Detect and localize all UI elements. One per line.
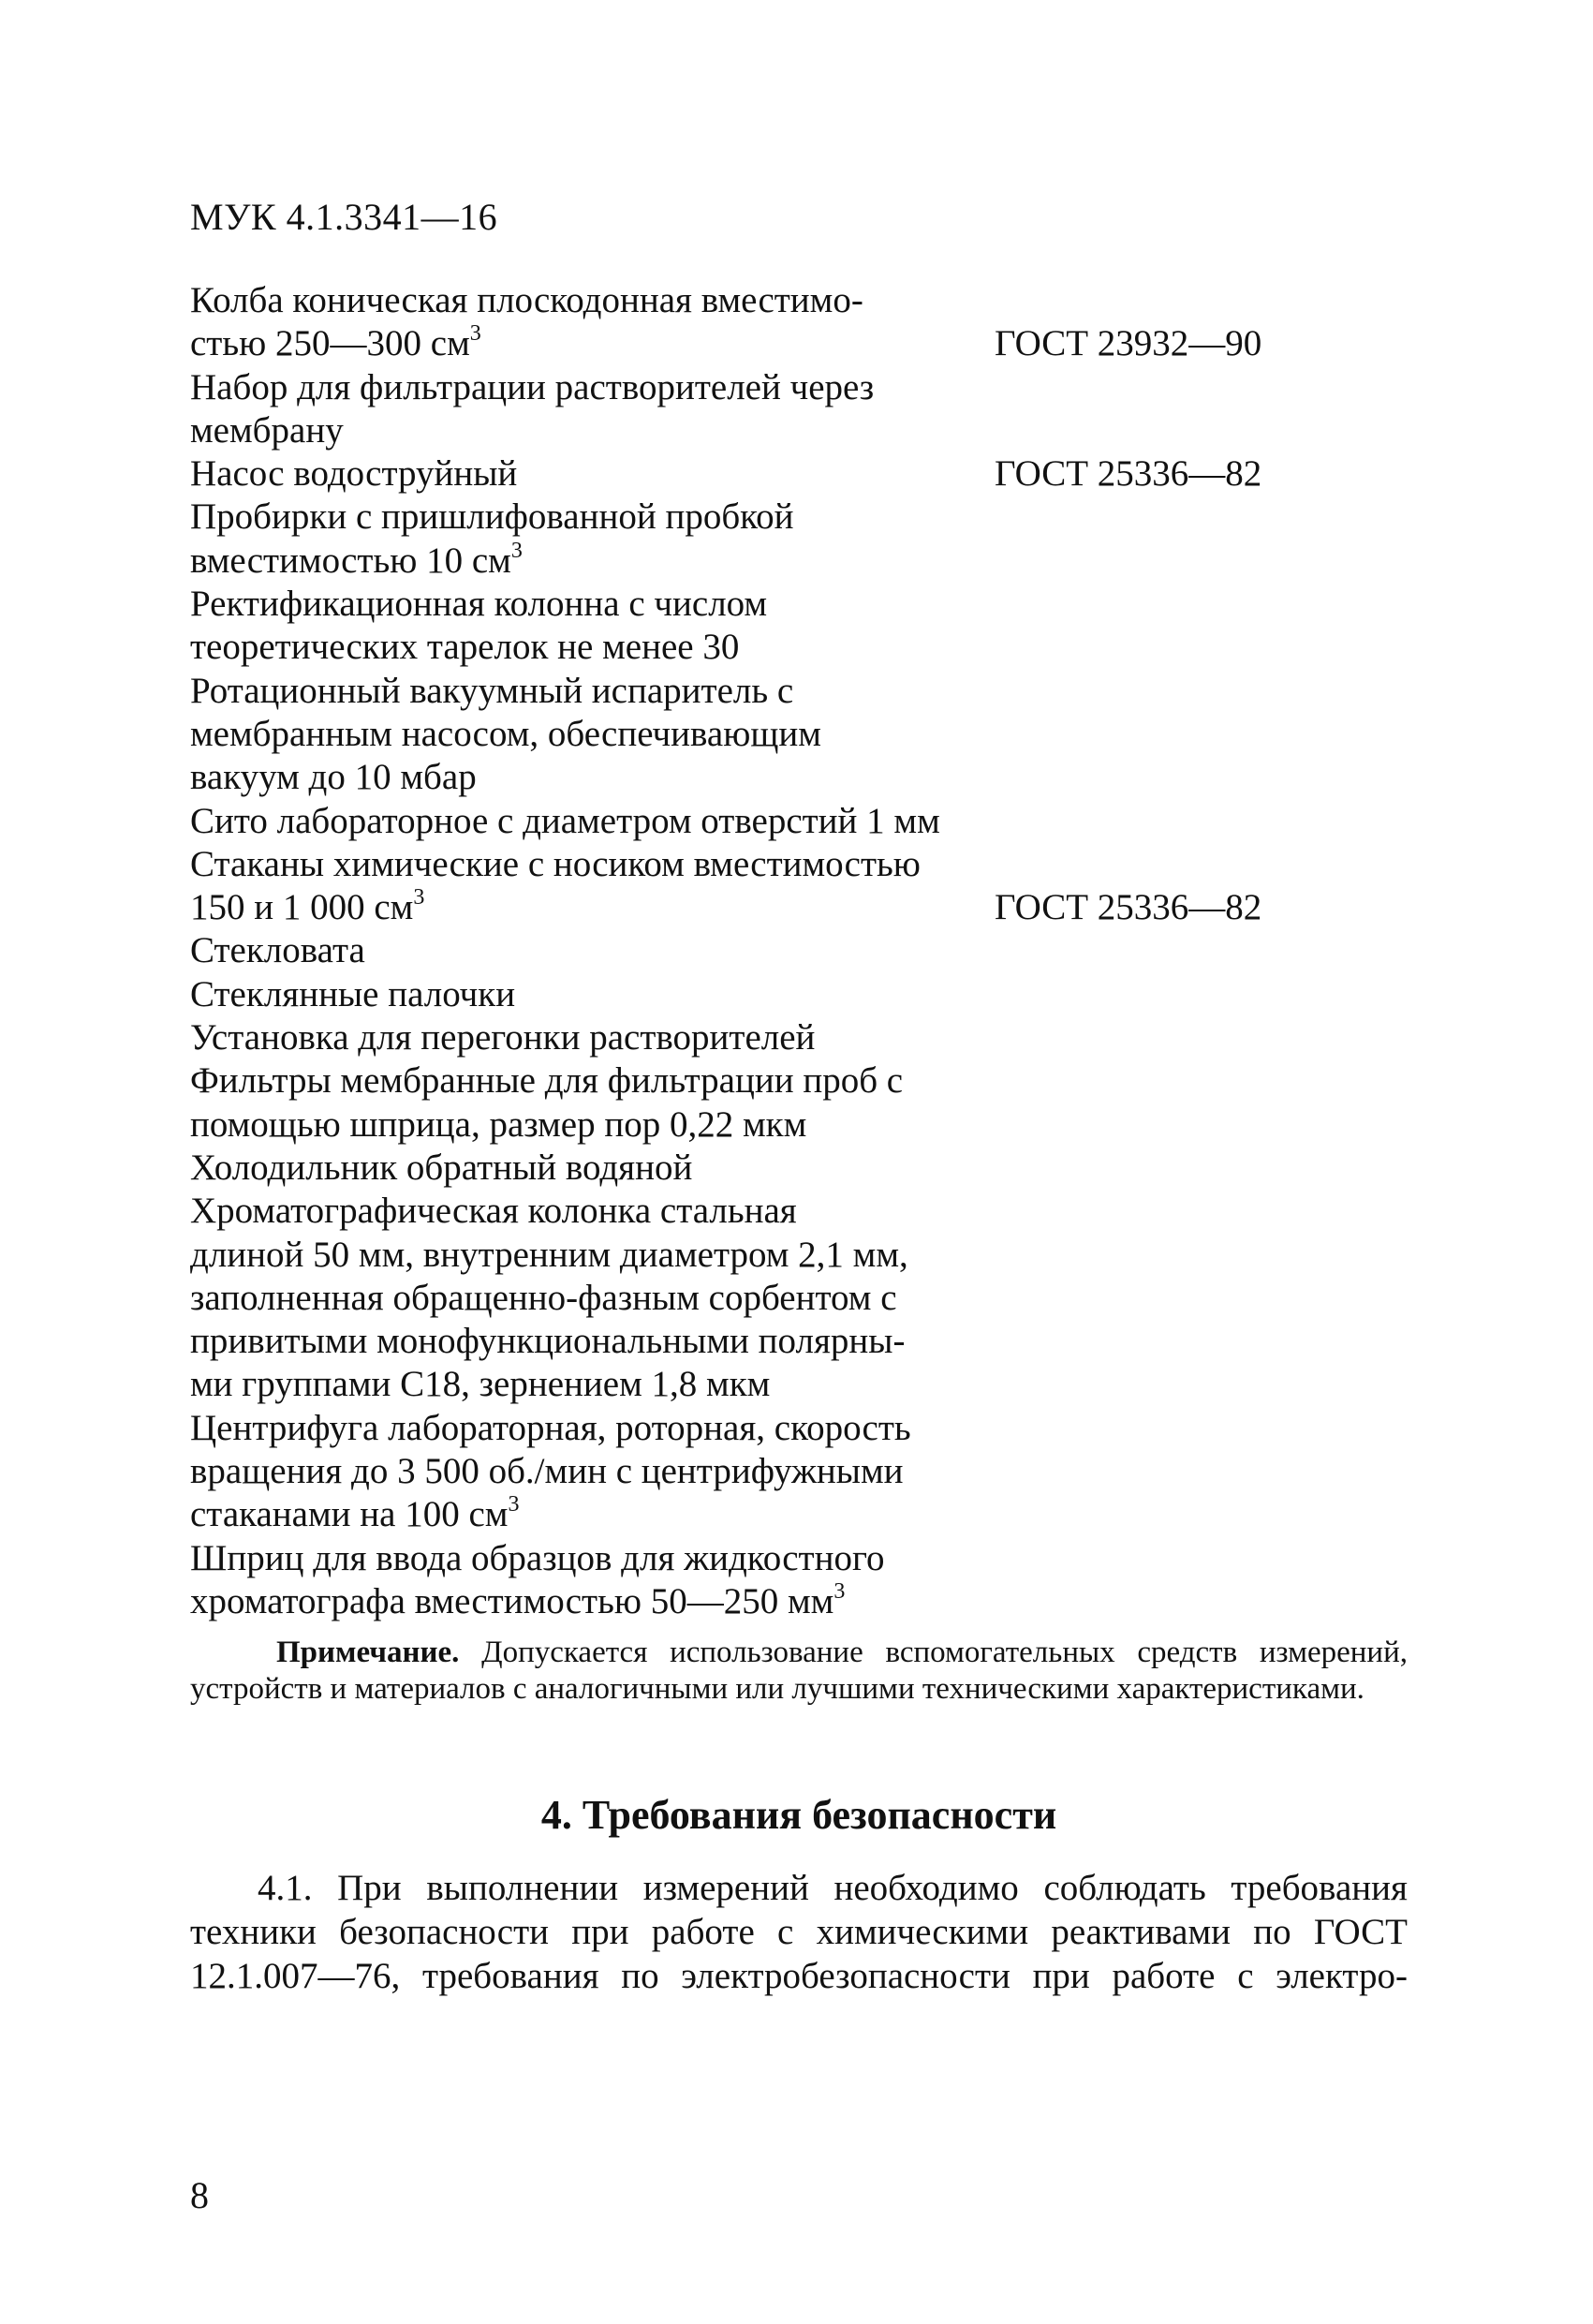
equipment-line [190,1407,1314,1450]
paragraph-word: с [777,1912,794,1952]
equipment-item-text [190,929,365,972]
equipment-item-text [190,540,523,583]
equipment-item-text [190,1147,692,1190]
paragraph-word: работе [651,1912,755,1952]
equipment-line [190,800,1314,843]
note-text: Допускается использование вспомогательных средств измерений, устройств и материалов с аналогичными или лучшими техническими характеристиками. [190,1636,1408,1706]
equipment-line [190,1320,1314,1363]
paragraph-word: по [1253,1912,1291,1952]
gost-reference: ГОСТ 25336—82 [995,453,1262,495]
equipment-item-text [190,1277,897,1320]
equipment-item-label: помощью шприца, размер пор 0,22 мкм [190,1103,807,1145]
paragraph-word: 4.1. [258,1868,313,1908]
equipment-item-label: Стаканы химические с носиком вместимостью [190,843,921,884]
equipment-item-label: мембранным насосом, обеспечивающим [190,713,821,754]
equipment-item-text [190,713,821,756]
equipment-item-text [190,1320,905,1363]
equipment-list [190,279,1314,1623]
equipment-item-label: Хроматографическая колонка стальная [190,1191,797,1232]
equipment-line [190,452,1314,496]
section-paragraph [190,1866,1408,1998]
equipment-item-label: Ректификационная колонна с числом [190,584,768,625]
equipment-line [190,1103,1314,1147]
equipment-line [190,540,1314,583]
equipment-line [190,409,1314,452]
unit-exponent: 3 [469,321,481,347]
paragraph-word: безопасности [339,1912,550,1952]
equipment-item-label: вакуум до 10 мбар [190,757,477,798]
equipment-line [190,929,1314,972]
paragraph-word: работе [1112,1956,1216,1996]
paragraph-word: при [571,1912,629,1952]
equipment-item-label: заполненная обращенно-фазным сорбентом с [190,1277,897,1318]
equipment-item-label: длиной 50 мм, внутренним диаметром 2,1 мм, [190,1234,908,1275]
paragraph-word: требования [1231,1868,1408,1908]
paragraph-line [190,1910,1408,1954]
equipment-line [190,496,1314,539]
equipment-item-text [190,626,739,669]
equipment-item-label: хроматографа вместимостью 50—250 мм [190,1580,834,1621]
equipment-item-text [190,670,793,713]
equipment-item-label: ми группами С18, зернением 1,8 мкм [190,1364,771,1405]
equipment-line [190,366,1314,409]
equipment-line [190,626,1314,669]
equipment-line [190,1493,1314,1536]
equipment-item-label: Пробирки с пришлифованной пробкой [190,496,794,538]
equipment-item-text [190,1190,797,1233]
equipment-item-label: привитыми монофункциональными полярны- [190,1321,906,1362]
equipment-item-label: Насос водоструйный [190,453,518,495]
gost-reference: ГОСТ 23932—90 [995,323,1262,364]
equipment-item-label: стаканами на 100 см [190,1494,509,1535]
note-paragraph [190,1635,1408,1708]
equipment-item-text [190,496,794,539]
equipment-line [190,1537,1314,1580]
paragraph-line [190,1866,1408,1910]
paragraph-word: электробезопасности [681,1956,1010,1996]
equipment-item-text [190,583,767,626]
equipment-item-text [190,800,940,843]
equipment-item-text [190,452,517,496]
equipment-item-text [190,1363,770,1406]
equipment-item-label: Стеклянные палочки [190,973,516,1014]
paragraph-word: с [1237,1956,1254,1996]
equipment-item-text [190,1493,519,1536]
equipment-item-label: вместимостью 10 см [190,540,511,581]
paragraph-word: ГОСТ [1313,1912,1408,1952]
equipment-item-text [190,1234,908,1277]
equipment-item-text [190,1537,884,1580]
equipment-line [190,1363,1314,1406]
equipment-line [190,756,1314,799]
equipment-item-label: Стекловата [190,930,365,971]
equipment-item-text [190,973,515,1016]
equipment-item-label: Фильтры мембранные для фильтрации проб с [190,1060,904,1102]
note-label: Примечание. [276,1636,460,1669]
equipment-item-text [190,322,481,365]
equipment-line [190,1147,1314,1190]
equipment-item-text [190,279,863,322]
equipment-item-text [190,366,874,409]
paragraph-word: химическими [816,1912,1029,1952]
paragraph-word: необходимо [833,1868,1019,1908]
equipment-line [190,583,1314,626]
equipment-line [190,670,1314,713]
paragraph-word: электро- [1276,1956,1408,1996]
equipment-item-label: 150 и 1 000 см [190,887,414,928]
equipment-line [190,886,1314,929]
paragraph-line [190,1954,1408,1998]
equipment-item-label: Центрифуга лабораторная, роторная, скорость [190,1407,911,1448]
equipment-item-text [190,1580,845,1623]
equipment-item-label: Установка для перегонки растворителей [190,1017,816,1058]
equipment-line [190,1450,1314,1493]
equipment-line [190,1277,1314,1320]
equipment-line [190,1234,1314,1277]
unit-exponent: 3 [833,1578,846,1604]
equipment-item-label: Ротационный вакуумный испаритель с [190,670,794,711]
unit-exponent: 3 [508,1492,520,1517]
unit-exponent: 3 [510,538,523,563]
section-title: 4. Требования безопасности [540,1792,1057,1838]
unit-exponent: 3 [413,885,425,910]
equipment-line [190,279,1314,322]
equipment-item-text [190,1059,903,1103]
equipment-item-label: мембрану [190,409,344,451]
paragraph-word: При [337,1868,402,1908]
equipment-item-label: Колба коническая плоскодонная вместимо- [190,280,863,320]
equipment-item-label: вращения до 3 500 об./мин с центрифужными [190,1451,904,1492]
gost-reference: ГОСТ 25336—82 [995,887,1262,928]
equipment-item-label: Шприц для ввода образцов для жидкостного [190,1537,885,1578]
equipment-item-text [190,1450,904,1493]
paragraph-word: при [1032,1956,1090,1996]
page-number: 8 [190,2174,209,2216]
equipment-item-text [190,409,344,452]
equipment-line [190,843,1314,886]
equipment-item-text [190,1407,911,1450]
equipment-line [190,1190,1314,1233]
equipment-item-text [190,1103,806,1147]
paragraph-word: техники [190,1912,317,1952]
equipment-line [190,1580,1314,1623]
paragraph-word: по [621,1956,659,1996]
equipment-item-label: стью 250—300 см [190,323,470,364]
equipment-item-text [190,843,921,886]
equipment-line [190,1016,1314,1059]
paragraph-word: 12.1.007—76, [190,1956,401,1996]
paragraph-word: соблюдать [1043,1868,1206,1908]
equipment-line [190,713,1314,756]
equipment-item-text [190,1016,815,1059]
document-code-header: МУК 4.1.3341—16 [190,196,498,238]
paragraph-word: измерений [642,1868,809,1908]
equipment-item-label: теоретических тарелок не менее 30 [190,627,740,668]
equipment-line [190,1059,1314,1103]
equipment-line [190,322,1314,365]
equipment-item-label: Холодильник обратный водяной [190,1147,693,1188]
equipment-item-label: Набор для фильтрации растворителей через [190,366,875,407]
equipment-item-text [190,756,477,799]
equipment-item-text [190,886,424,929]
equipment-line [190,973,1314,1016]
paragraph-word: выполнении [426,1868,619,1908]
equipment-item-label: Сито лабораторное с диаметром отверстий 1 мм [190,800,940,841]
paragraph-word: реактивами [1051,1912,1232,1952]
paragraph-word: требования [421,1956,599,1996]
